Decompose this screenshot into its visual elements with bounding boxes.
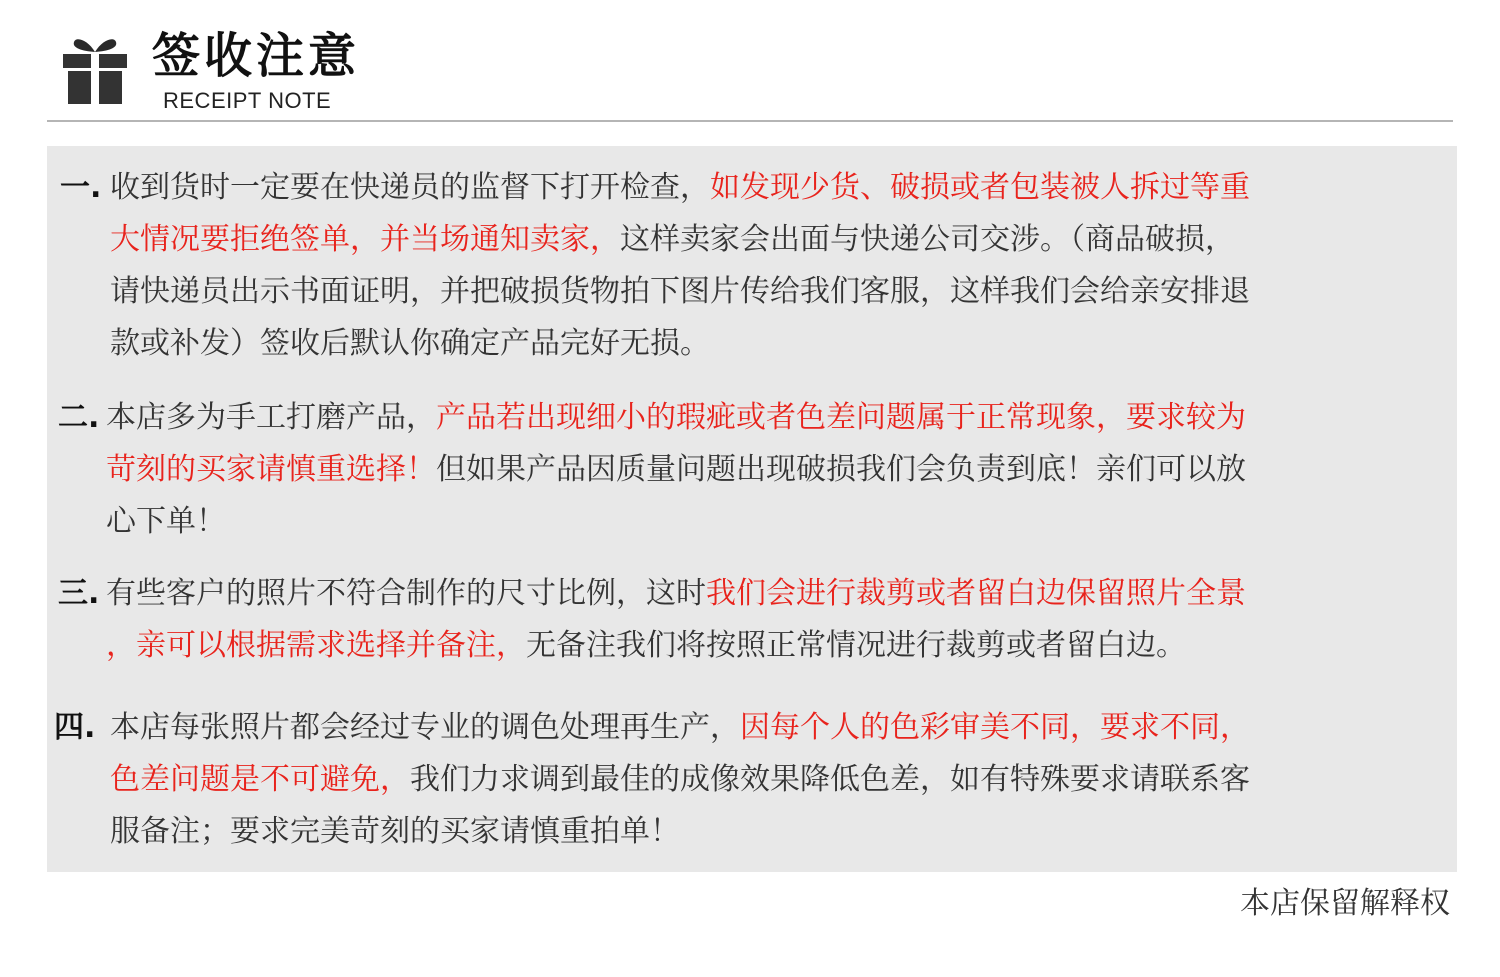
note-text: 但如果产品因质量问题出现破损我们会负责到底！亲们可以放 (436, 452, 1246, 487)
note-item-2 (58, 392, 1450, 548)
note-highlight-text: ，亲可以根据需求选择并备注， (106, 628, 526, 663)
note-text: 本店每张照片都会经过专业的调色处理再生产， (110, 710, 740, 745)
note-line (110, 162, 1450, 214)
page-title: 签收注意 (152, 28, 361, 84)
note-highlight-text: 大情况要拒绝签单，并当场通知卖家， (110, 222, 620, 257)
header-divider (47, 120, 1453, 122)
header (60, 28, 460, 118)
note-text: 有些客户的照片不符合制作的尺寸比例，这时 (106, 576, 706, 611)
note-text: 心下单！ (106, 504, 226, 539)
note-line (106, 392, 1450, 444)
note-line (110, 754, 1450, 806)
note-line (110, 318, 1450, 370)
note-number: 四. (54, 710, 96, 745)
note-number: 一. (60, 170, 102, 205)
note-highlight-text: 产品若出现细小的瑕疵或者色差问题属于正常现象，要求较为 (436, 400, 1246, 435)
note-line (110, 266, 1450, 318)
note-line (110, 214, 1450, 266)
note-highlight-text: 我们会进行裁剪或者留白边保留照片全景 (706, 576, 1246, 611)
note-highlight-text: 如发现少货、破损或者包装被人拆过等重 (710, 170, 1250, 205)
note-highlight-text: 色差问题是不可避免， (110, 762, 410, 797)
note-text: 这样卖家会出面与快递公司交涉。（商品破损， (620, 222, 1235, 257)
note-text: 我们力求调到最佳的成像效果降低色差，如有特殊要求请联系客 (410, 762, 1250, 797)
note-line (106, 620, 1450, 672)
note-highlight-text: 苛刻的买家请慎重选择！ (106, 452, 436, 487)
note-item-1 (60, 162, 1450, 370)
note-item-3 (58, 568, 1450, 672)
page-subtitle: RECEIPT NOTE (163, 88, 332, 113)
note-text: 无备注我们将按照正常情况进行裁剪或者留白边。 (526, 628, 1186, 663)
note-line (110, 702, 1450, 754)
note-text: 收到货时一定要在快递员的监督下打开检查， (110, 170, 710, 205)
note-highlight-text: 因每个人的色彩审美不同，要求不同， (740, 710, 1250, 745)
note-line (106, 444, 1450, 496)
note-item-4 (54, 702, 1450, 858)
note-text: 服备注；要求完美苛刻的买家请慎重拍单！ (110, 814, 680, 849)
note-number: 三. (58, 576, 100, 611)
note-text: 款或补发）签收后默认你确定产品完好无损。 (110, 326, 710, 361)
rights-reserved-note: 本店保留解释权 (1240, 886, 1450, 921)
note-text: 本店多为手工打磨产品， (106, 400, 436, 435)
note-line (106, 496, 1450, 548)
note-line (110, 806, 1450, 858)
note-number: 二. (58, 400, 100, 435)
note-text: 请快递员出示书面证明，并把破损货物拍下图片传给我们客服，这样我们会给亲安排退 (110, 274, 1250, 309)
gift-icon (62, 34, 128, 104)
note-line (106, 568, 1450, 620)
